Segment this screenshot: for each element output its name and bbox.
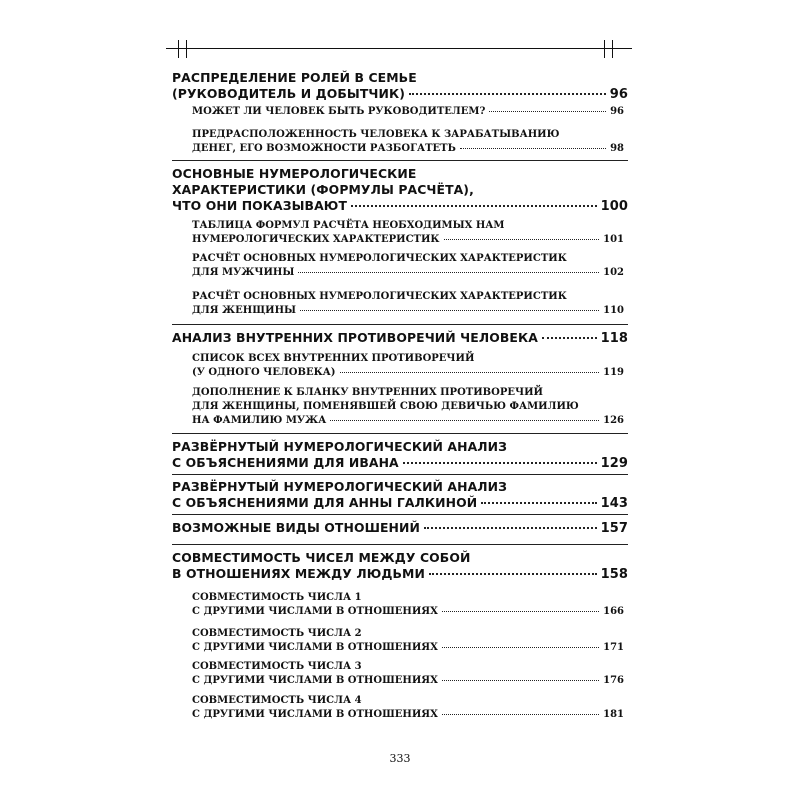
dot-leader bbox=[330, 420, 599, 421]
toc-entry-title: РАЗВЁРНУТЫЙ НУМЕРОЛОГИЧЕСКИЙ АНАЛИЗ bbox=[172, 479, 508, 494]
toc-page-number: 129 bbox=[600, 456, 628, 471]
toc-page-number: 126 bbox=[603, 415, 624, 426]
toc-entry-line bbox=[192, 591, 624, 605]
toc-page-number: 101 bbox=[603, 234, 624, 245]
toc-chapter-entry bbox=[172, 520, 628, 537]
toc-entry-line bbox=[192, 660, 624, 674]
toc-entry-title: НУМЕРОЛОГИЧЕСКИХ ХАРАКТЕРИСТИК bbox=[192, 234, 440, 245]
dot-leader bbox=[300, 310, 599, 311]
toc-section-entry bbox=[192, 627, 624, 655]
toc-entry-title: ДЛЯ МУЖЧИНЫ bbox=[192, 267, 295, 278]
section-separator bbox=[172, 324, 628, 325]
header-rule bbox=[166, 48, 632, 49]
toc-entry-line bbox=[172, 330, 628, 347]
toc-entry-title: ПРЕДРАСПОЛОЖЕННОСТЬ ЧЕЛОВЕКА К ЗАРАБАТЫВАНИЮ bbox=[192, 129, 560, 140]
toc-entry-title: РАЗВЁРНУТЫЙ НУМЕРОЛОГИЧЕСКИЙ АНАЛИЗ bbox=[172, 439, 508, 454]
toc-entry-line bbox=[192, 400, 624, 414]
toc-entry-title: (РУКОВОДИТЕЛЬ И ДОБЫТЧИК) bbox=[172, 86, 405, 101]
toc-page-number: 100 bbox=[600, 199, 628, 214]
toc-entry-line bbox=[192, 290, 624, 304]
dot-leader bbox=[442, 647, 599, 648]
toc-entry-line bbox=[172, 479, 628, 495]
toc-entry-title: С ДРУГИМИ ЧИСЛАМИ В ОТНОШЕНИЯХ bbox=[192, 606, 438, 617]
toc-page-number: 98 bbox=[610, 143, 624, 154]
toc-entry-title: ВОЗМОЖНЫЕ ВИДЫ ОТНОШЕНИЙ bbox=[172, 520, 420, 535]
section-separator bbox=[172, 474, 628, 475]
toc-section-entry bbox=[192, 105, 624, 119]
dot-leader bbox=[340, 372, 600, 373]
toc-entry-line bbox=[172, 495, 628, 512]
toc-entry-line bbox=[192, 414, 624, 428]
dot-leader bbox=[442, 714, 599, 715]
toc-section-entry bbox=[192, 219, 624, 247]
dot-leader bbox=[460, 148, 606, 149]
section-separator bbox=[172, 544, 628, 545]
dot-leader bbox=[444, 239, 600, 240]
toc-page-number: 166 bbox=[603, 606, 624, 617]
toc-entry-title: С ДРУГИМИ ЧИСЛАМИ В ОТНОШЕНИЯХ bbox=[192, 642, 438, 653]
toc-chapter-entry bbox=[172, 550, 628, 583]
toc-entry-title: С ДРУГИМИ ЧИСЛАМИ В ОТНОШЕНИЯХ bbox=[192, 675, 438, 686]
toc-entry-line bbox=[192, 304, 624, 318]
toc-page-number: 143 bbox=[600, 496, 628, 511]
toc-entry-title: ОСНОВНЫЕ НУМЕРОЛОГИЧЕСКИЕ bbox=[172, 166, 417, 181]
toc-entry-line bbox=[192, 627, 624, 641]
toc-page-number: 96 bbox=[609, 87, 628, 102]
toc-entry-line bbox=[172, 550, 628, 566]
toc-entry-line bbox=[172, 439, 628, 455]
toc-entry-title: РАСЧЁТ ОСНОВНЫХ НУМЕРОЛОГИЧЕСКИХ ХАРАКТЕРИСТИК bbox=[192, 253, 567, 264]
toc-page-number: 157 bbox=[600, 521, 628, 536]
toc-entry-line bbox=[172, 198, 628, 215]
dot-leader bbox=[351, 205, 597, 207]
section-separator bbox=[172, 433, 628, 434]
toc-entry-line bbox=[172, 455, 628, 472]
toc-entry-line bbox=[192, 128, 624, 142]
dot-leader bbox=[489, 111, 606, 112]
toc-entry-line bbox=[172, 520, 628, 537]
toc-entry-line bbox=[192, 674, 624, 688]
toc-entry-title: ДОПОЛНЕНИЕ К БЛАНКУ ВНУТРЕННИХ ПРОТИВОРЕЧИЙ bbox=[192, 387, 544, 398]
toc-entry-title: МОЖЕТ ЛИ ЧЕЛОВЕК БЫТЬ РУКОВОДИТЕЛЕМ? bbox=[192, 106, 486, 117]
toc-entry-title: ЧТО ОНИ ПОКАЗЫВАЮТ bbox=[172, 198, 347, 213]
toc-page-number: 119 bbox=[603, 367, 624, 378]
toc-entry-title: ДЛЯ ЖЕНЩИНЫ, ПОМЕНЯВШЕЙ СВОЮ ДЕВИЧЬЮ ФАМИЛИЮ bbox=[192, 401, 579, 412]
toc-entry-line bbox=[172, 70, 628, 86]
header-tick bbox=[178, 40, 179, 58]
toc-entry-title: С ДРУГИМИ ЧИСЛАМИ В ОТНОШЕНИЯХ bbox=[192, 709, 438, 720]
toc-section-entry bbox=[192, 352, 624, 380]
toc-chapter-entry bbox=[172, 166, 628, 215]
dot-leader bbox=[424, 527, 597, 529]
toc-entry-title: РАСПРЕДЕЛЕНИЕ РОЛЕЙ В СЕМЬЕ bbox=[172, 70, 417, 85]
toc-section-entry bbox=[192, 252, 624, 280]
toc-entry-title: СПИСОК ВСЕХ ВНУТРЕННИХ ПРОТИВОРЕЧИЙ bbox=[192, 353, 475, 364]
toc-entry-line bbox=[192, 366, 624, 380]
toc-entry-title: С ОБЪЯСНЕНИЯМИ ДЛЯ ИВАНА bbox=[172, 455, 399, 470]
header-tick bbox=[604, 40, 605, 58]
toc-entry-title: СОВМЕСТИМОСТЬ ЧИСЛА 2 bbox=[192, 628, 362, 639]
toc-entry-title: ДЛЯ ЖЕНЩИНЫ bbox=[192, 305, 297, 316]
toc-page-number: 158 bbox=[600, 567, 628, 582]
toc-section-entry bbox=[192, 128, 624, 156]
toc-entry-line bbox=[172, 86, 628, 103]
toc-entry-line bbox=[192, 219, 624, 233]
toc-section-entry bbox=[192, 591, 624, 619]
toc-entry-title: ДЕНЕГ, ЕГО ВОЗМОЖНОСТИ РАЗБОГАТЕТЬ bbox=[192, 143, 456, 154]
toc-entry-title: СОВМЕСТИМОСТЬ ЧИСЛА 1 bbox=[192, 592, 362, 603]
toc-section-entry bbox=[192, 660, 624, 688]
dot-leader bbox=[298, 272, 599, 273]
toc-chapter-entry bbox=[172, 330, 628, 347]
toc-entry-line bbox=[192, 266, 624, 280]
toc-entry-line bbox=[172, 166, 628, 182]
toc-entry-line bbox=[192, 605, 624, 619]
dot-leader bbox=[429, 573, 597, 575]
dot-leader bbox=[409, 93, 606, 95]
dot-leader bbox=[442, 680, 599, 681]
toc-entry-line bbox=[192, 352, 624, 366]
toc-entry-line bbox=[192, 386, 624, 400]
section-separator bbox=[172, 514, 628, 515]
dot-leader bbox=[442, 611, 599, 612]
toc-entry-title: СОВМЕСТИМОСТЬ ЧИСЛА 4 bbox=[192, 695, 362, 706]
dot-leader bbox=[403, 462, 597, 464]
toc-section-entry bbox=[192, 290, 624, 318]
toc-entry-title: СОВМЕСТИМОСТЬ ЧИСЛА 3 bbox=[192, 661, 362, 672]
toc-chapter-entry bbox=[172, 70, 628, 103]
toc-entry-line bbox=[192, 708, 624, 722]
toc-page-number: 110 bbox=[603, 305, 624, 316]
dot-leader bbox=[542, 337, 597, 339]
toc-entry-title: СОВМЕСТИМОСТЬ ЧИСЕЛ МЕЖДУ СОБОЙ bbox=[172, 550, 471, 565]
toc-entry-line bbox=[192, 233, 624, 247]
toc-entry-line bbox=[192, 142, 624, 156]
toc-entry-title: АНАЛИЗ ВНУТРЕННИХ ПРОТИВОРЕЧИЙ ЧЕЛОВЕКА bbox=[172, 330, 538, 345]
toc-chapter-entry bbox=[172, 479, 628, 512]
toc-entry-title: С ОБЪЯСНЕНИЯМИ ДЛЯ АННЫ ГАЛКИНОЙ bbox=[172, 495, 478, 510]
toc-entry-title: ХАРАКТЕРИСТИКИ (ФОРМУЛЫ РАСЧЁТА), bbox=[172, 182, 474, 197]
toc-entry-line bbox=[172, 182, 628, 198]
header-tick bbox=[612, 40, 613, 58]
toc-page-number: 181 bbox=[603, 709, 624, 720]
toc-page-number: 118 bbox=[600, 331, 628, 346]
toc-entry-title: В ОТНОШЕНИЯХ МЕЖДУ ЛЮДЬМИ bbox=[172, 566, 425, 581]
header-tick bbox=[186, 40, 187, 58]
toc-page-number: 96 bbox=[610, 106, 624, 117]
toc-page-number: 176 bbox=[603, 675, 624, 686]
toc-chapter-entry bbox=[172, 439, 628, 472]
section-separator bbox=[172, 160, 628, 161]
toc-section-entry bbox=[192, 386, 624, 428]
toc-section-entry bbox=[192, 694, 624, 722]
page-number: 333 bbox=[389, 752, 411, 765]
toc-entry-line bbox=[192, 694, 624, 708]
toc-entry-line bbox=[192, 641, 624, 655]
toc-page-number: 171 bbox=[603, 642, 624, 653]
toc-entry-line bbox=[172, 566, 628, 583]
toc-page-number: 102 bbox=[603, 267, 624, 278]
toc-entry-title: (У ОДНОГО ЧЕЛОВЕКА) bbox=[192, 367, 336, 378]
toc-entry-title: ТАБЛИЦА ФОРМУЛ РАСЧЁТА НЕОБХОДИМЫХ НАМ bbox=[192, 220, 505, 231]
toc-entry-title: РАСЧЁТ ОСНОВНЫХ НУМЕРОЛОГИЧЕСКИХ ХАРАКТЕРИСТИК bbox=[192, 291, 567, 302]
toc-entry-title: НА ФАМИЛИЮ МУЖА bbox=[192, 415, 327, 426]
toc-entry-line bbox=[192, 252, 624, 266]
dot-leader bbox=[481, 502, 596, 504]
toc-entry-line bbox=[192, 105, 624, 119]
